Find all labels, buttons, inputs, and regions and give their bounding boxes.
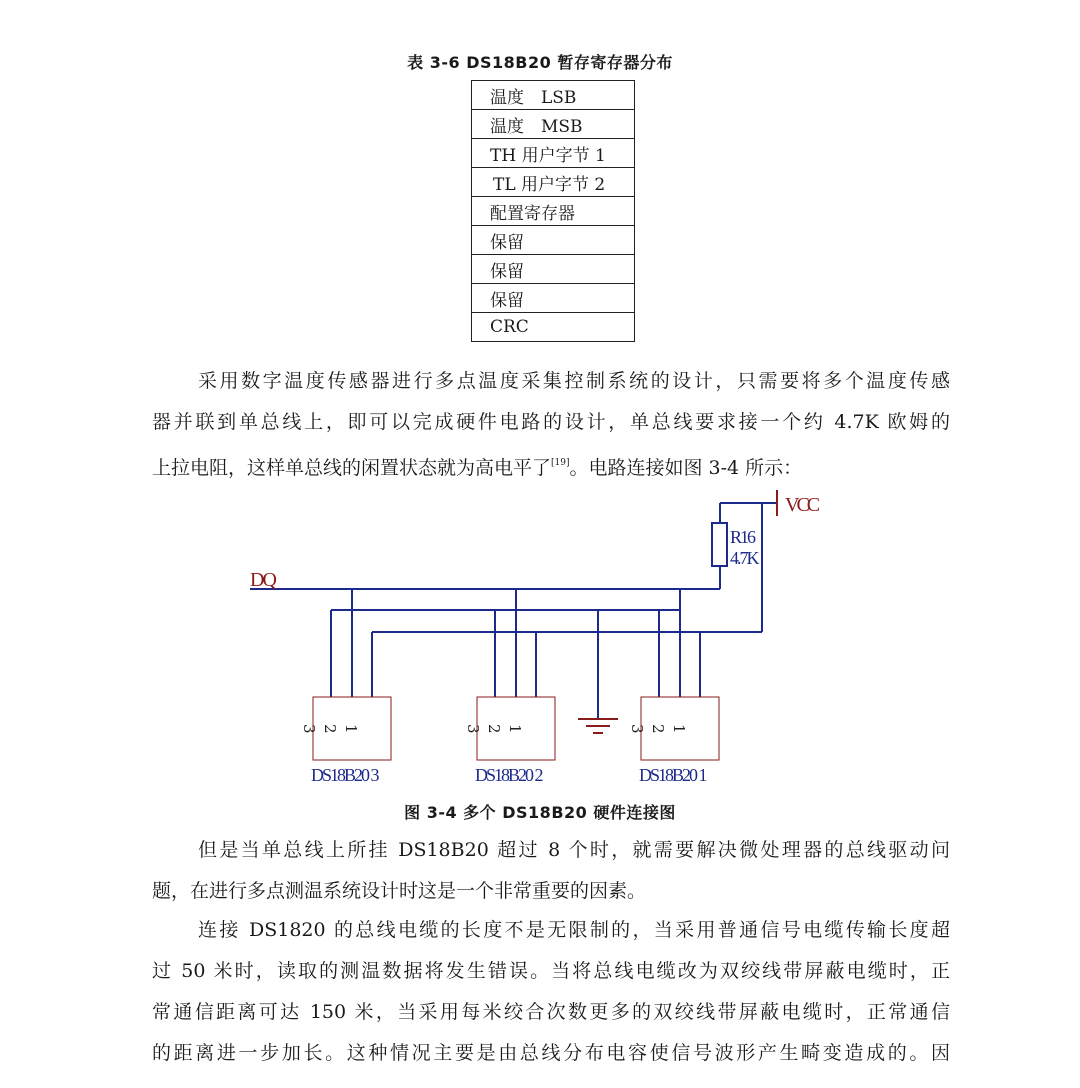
pin-label: 1	[506, 724, 524, 734]
paragraph-2	[152, 830, 950, 912]
table-cell: CRC	[472, 313, 635, 342]
citation-marker: [19]	[551, 458, 570, 468]
sensor-3-label: DS18B20 3	[311, 765, 378, 785]
wires	[250, 503, 777, 718]
text-line: 采用数字温度传感器进行多点温度采集控制系统的设计，只需要将多个温度传感	[198, 370, 950, 392]
pin-label: 3	[464, 724, 482, 734]
figure-caption: 图 3-4 多个 DS18B20 硬件连接图	[404, 803, 676, 822]
resistor-body	[712, 523, 727, 566]
table-cell: 温度 LSB	[472, 81, 635, 110]
table-cell: TL 用户字节 2	[472, 168, 635, 197]
sensor-2-pins	[464, 724, 524, 734]
text-segment: 上拉电阻，这样单总线的闲置状态就为高电平了	[152, 457, 552, 479]
pin-label: 2	[321, 724, 339, 734]
text-segment: 。电路连接如图 3-4 所示：	[569, 457, 803, 479]
ground-icon	[578, 719, 618, 733]
sensor-1-pins	[628, 724, 688, 734]
table-cell: TH 用户字节 1	[472, 139, 635, 168]
table-cell: 保留	[472, 226, 635, 255]
resistor-value-label: 4.7K	[730, 548, 758, 568]
table-cell: 保留	[472, 284, 635, 313]
text-line: 连接 DS1820 的总线电缆的长度不是无限制的，当采用普通信号电缆传输长度超	[198, 919, 950, 941]
sensor-1-label: DS18B20 1	[639, 765, 706, 785]
text-line: 的距离进一步加长。这种情况主要是由总线分布电容使信号波形产生畸变造成的。因	[152, 1042, 950, 1064]
pin-label: 1	[670, 724, 688, 734]
sensor-3-pins	[300, 724, 360, 734]
text-line: 器并联到单总线上，即可以完成硬件电路的设计，单总线要求接一个约 4.7K 欧姆的	[152, 411, 950, 433]
table-cell: 温度 MSB	[472, 110, 635, 139]
dq-label: DQ	[250, 569, 275, 591]
table-caption: 表 3-6 DS18B20 暂存寄存器分布	[407, 53, 673, 72]
pin-label: 3	[300, 724, 318, 734]
pin-label: 2	[649, 724, 667, 734]
text-line: 题，在进行多点测温系统设计时这是一个非常重要的因素。	[152, 880, 647, 902]
text-line: 过 50 米时，读取的测温数据将发生错误。当将总线电缆改为双绞线带屏蔽电缆时，正	[152, 960, 950, 982]
text-line: 但是当单总线上所挂 DS18B20 超过 8 个时，就需要解决微处理器的总线驱动问	[198, 839, 950, 861]
resistor-name-label: R16	[730, 527, 755, 547]
pin-label: 2	[485, 724, 503, 734]
paragraph-3	[152, 910, 950, 1074]
table-cell: 保留	[472, 255, 635, 284]
text-line: 常通信距离可达 150 米，当采用每米绞合次数更多的双绞线带屏蔽电缆时，正常通信	[152, 1001, 950, 1023]
pin-label: 1	[342, 724, 360, 734]
vcc-label: VCC	[785, 494, 818, 516]
sensor-2-label: DS18B20 2	[475, 765, 542, 785]
pin-label: 3	[628, 724, 646, 734]
table-cell: 配置寄存器	[472, 197, 635, 226]
